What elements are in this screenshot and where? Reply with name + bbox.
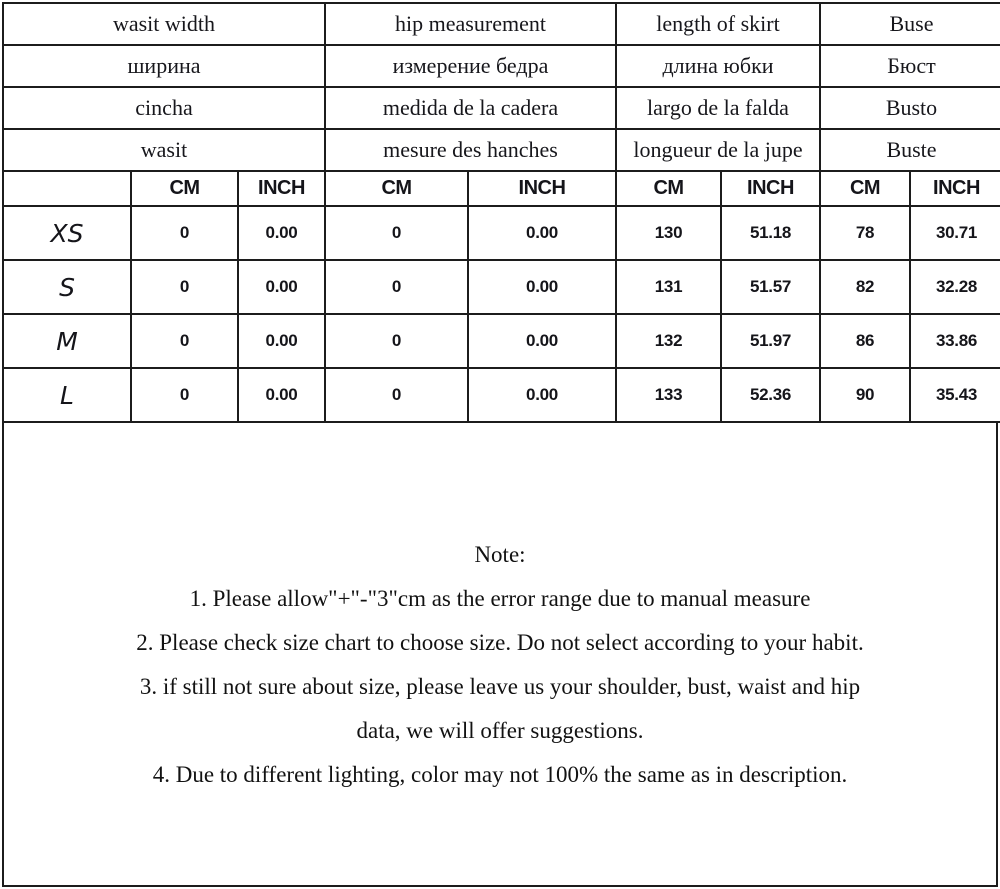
measure-header-cell: longueur de la jupe <box>616 129 820 171</box>
measure-header-row-ru <box>3 45 1000 87</box>
unit-header-cell: INCH <box>238 171 325 206</box>
size-chart-table <box>2 2 1000 423</box>
measure-header-cell: измерение бедра <box>325 45 616 87</box>
value-cell: 133 <box>616 368 721 422</box>
unit-header-cell: CM <box>131 171 238 206</box>
measure-header-cell: hip measurement <box>325 3 616 45</box>
unit-header-cell: CM <box>820 171 910 206</box>
value-cell: 52.36 <box>721 368 820 422</box>
value-cell: 0.00 <box>468 206 616 260</box>
measure-header-row-en <box>3 3 1000 45</box>
value-cell: 86 <box>820 314 910 368</box>
value-cell: 0.00 <box>468 314 616 368</box>
measure-header-row-fr <box>3 129 1000 171</box>
measure-header-cell: ширина <box>3 45 325 87</box>
value-cell: 78 <box>820 206 910 260</box>
unit-header-cell: INCH <box>721 171 820 206</box>
note-line: 1. Please allow"+"-"3"cm as the error range due to manual measure <box>189 586 811 611</box>
note-title: Note: <box>474 542 526 567</box>
value-cell: 0.00 <box>468 260 616 314</box>
value-cell: 0.00 <box>238 314 325 368</box>
table-row-m <box>3 314 1000 368</box>
value-cell: 0.00 <box>238 368 325 422</box>
value-cell: 51.18 <box>721 206 820 260</box>
unit-header-cell: INCH <box>910 171 1000 206</box>
measure-header-cell: Buse <box>820 3 1000 45</box>
size-label-cell: L <box>3 368 131 422</box>
note-line: 4. Due to different lighting, color may not 100% the same as in description. <box>152 762 848 787</box>
value-cell: 51.57 <box>721 260 820 314</box>
measure-header-cell: length of skirt <box>616 3 820 45</box>
measure-header-cell: Buste <box>820 129 1000 171</box>
note-line: data, we will offer suggestions. <box>356 718 644 743</box>
value-cell: 0 <box>325 314 468 368</box>
measure-header-cell: Busto <box>820 87 1000 129</box>
note-box <box>2 423 998 887</box>
value-cell: 0 <box>131 206 238 260</box>
unit-header-cell: CM <box>616 171 721 206</box>
value-cell: 0 <box>325 260 468 314</box>
value-cell: 35.43 <box>910 368 1000 422</box>
measure-header-cell: длина юбки <box>616 45 820 87</box>
measure-header-cell: largo de la falda <box>616 87 820 129</box>
value-cell: 0 <box>131 260 238 314</box>
value-cell: 82 <box>820 260 910 314</box>
value-cell: 131 <box>616 260 721 314</box>
size-label-cell: XS <box>3 206 131 260</box>
unit-header-row <box>3 171 1000 206</box>
measure-header-cell: wasit width <box>3 3 325 45</box>
unit-header-cell: CM <box>325 171 468 206</box>
measure-header-cell: wasit <box>3 129 325 171</box>
corner-cell <box>3 171 131 206</box>
value-cell: 0 <box>131 314 238 368</box>
value-cell: 51.97 <box>721 314 820 368</box>
value-cell: 0.00 <box>238 260 325 314</box>
value-cell: 90 <box>820 368 910 422</box>
value-cell: 0.00 <box>468 368 616 422</box>
size-label-cell: M <box>3 314 131 368</box>
measure-header-cell: cincha <box>3 87 325 129</box>
value-cell: 0 <box>131 368 238 422</box>
value-cell: 32.28 <box>910 260 1000 314</box>
measure-header-row-es <box>3 87 1000 129</box>
measure-header-cell: Бюст <box>820 45 1000 87</box>
table-row-l <box>3 368 1000 422</box>
value-cell: 130 <box>616 206 721 260</box>
size-label-cell: S <box>3 260 131 314</box>
value-cell: 0.00 <box>238 206 325 260</box>
measure-header-cell: medida de la cadera <box>325 87 616 129</box>
value-cell: 0 <box>325 368 468 422</box>
value-cell: 30.71 <box>910 206 1000 260</box>
measure-header-cell: mesure des hanches <box>325 129 616 171</box>
value-cell: 0 <box>325 206 468 260</box>
value-cell: 132 <box>616 314 721 368</box>
note-line: 2. Please check size chart to choose size. Do not select according to your habit. <box>136 630 864 655</box>
note-line: 3. if still not sure about size, please leave us your shoulder, bust, waist and hip <box>139 674 861 699</box>
value-cell: 33.86 <box>910 314 1000 368</box>
table-row-xs <box>3 206 1000 260</box>
table-row-s <box>3 260 1000 314</box>
unit-header-cell: INCH <box>468 171 616 206</box>
